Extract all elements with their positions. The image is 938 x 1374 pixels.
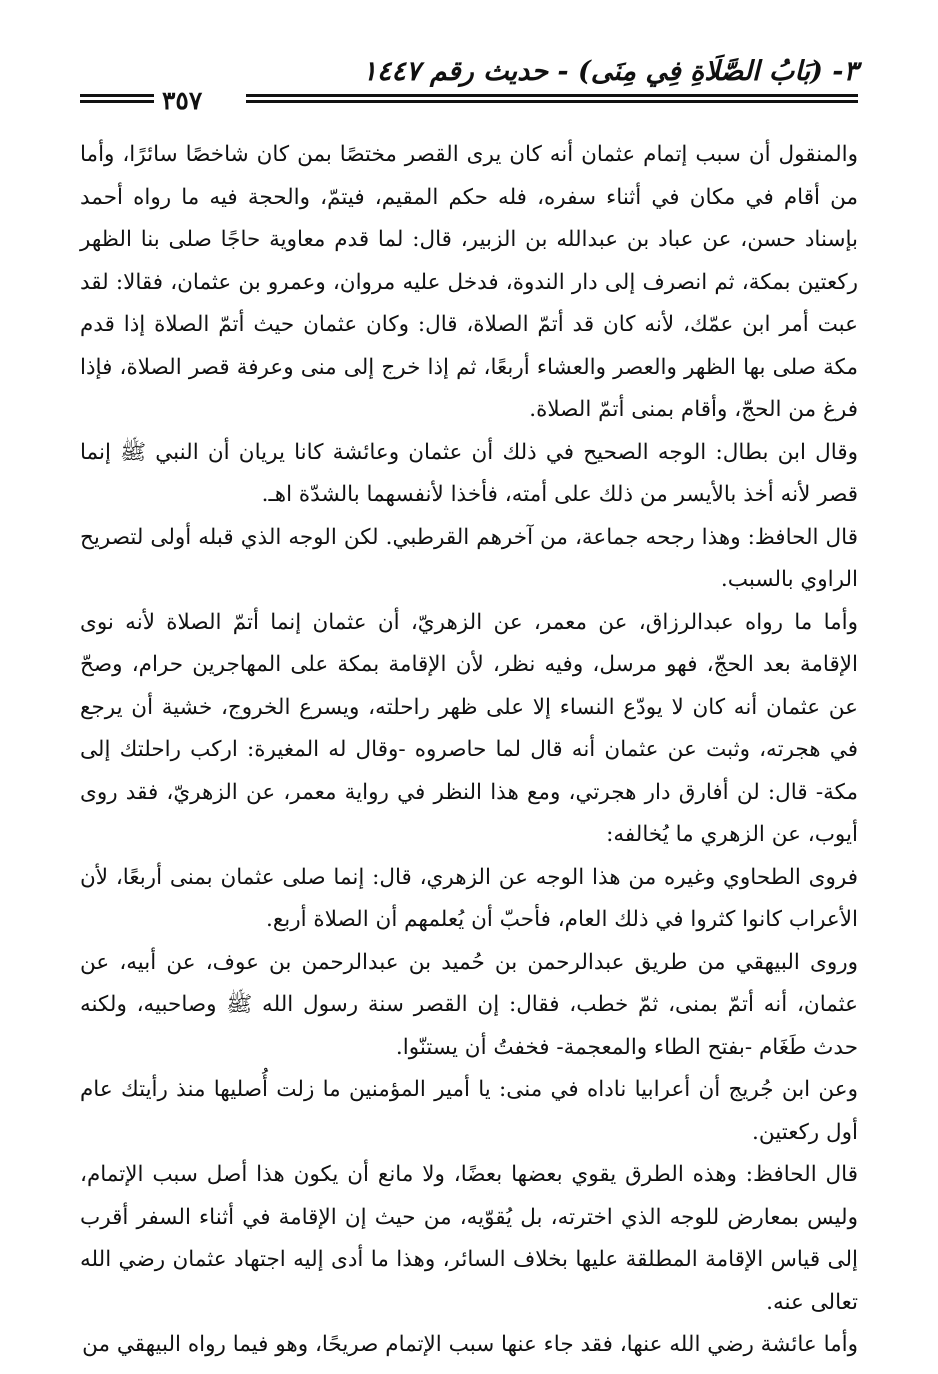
paragraph: وعن ابن جُريج أن أعرابيا ناداه في منى: يا أمير المؤمنين ما زلت أُصليها منذ رأيتك عام أول ركعتين. [80,1077,858,1145]
header-rule-group [80,86,858,115]
paragraph: وروى البيهقي من طريق عبدالرحمن بن حُميد بن عبدالرحمن بن عوف، عن أبيه، عن عثمان، أنه أتمّ بمنى، ثمّ خطب، فقال: إن القصر سنة رسول الله ﷺ وصاحبيه، ولكنه حدث طَغَام -بفتح الطاء والمعجمة- فخفتُ أن يستنّوا. [80,949,858,1060]
page-number: ٣٥٧ [162,86,203,115]
paragraph: وقال ابن بطال: الوجه الصحيح في ذلك أن عثمان وعائشة كانا يريان أن النبي ﷺ إنما قصر لأنه أخذ بالأيسر من ذلك على أمته، فأخذا لأنفسهما بالشدّة اهـ. [80,439,858,507]
paragraph: وأما ما رواه عبدالرزاق، عن معمر، عن الزهريّ، أن عثمان إنما أتمّ الصلاة لأنه نوى الإقامة بعد الحجّ، فهو مرسل، وفيه نظر، لأن الإقامة بمكة على المهاجرين حرام، وصحّ عن عثمان أنه كان لا يودّع النساء إلا على ظهر راحلته، ويسرع الخروج، خشية أن يرجع في هجرته، وثبت عن عثمان أنه قال لما حاصروه -وقال له المغيرة: اركب راحلتك إلى مكة- قال: لن أفارق دار هجرتي، ومع هذا النظر في رواية معمر، عن الزهريّ، فقد روى أيوب، عن الزهري ما يُخالفه: [80,609,858,847]
running-header [80,48,858,115]
header-double-rule [246,94,858,106]
paragraph: وأما عائشة رضي الله عنها، فقد جاء عنها سبب الإتمام صريحًا، وهو فيما رواه البيهقي من [82,1332,858,1357]
paragraph: والمنقول أن سبب إتمام عثمان أنه كان يرى القصر مختصًا بمن كان شاخصًا سائرًا، وأما من أقام في مكان في أثناء سفره، فله حكم المقيم، فيتمّ، والحجة فيه ما رواه أحمد بإسناد حسن، عن عباد بن عبدالله بن الزبير، قال: لما قدم معاوية حاجًا صلى بنا الظهر ركعتين بمكة، ثم انصرف إلى دار الندوة، فدخل عليه مروان، وعمرو بن عثمان، فقالا: لقد عبت أمر ابن عمّك، لأنه كان قد أتمّ الصلاة، قال: وكان عثمان حيث أتمّ الصلاة إذا قدم مكة صلى بها الظهر والعصر والعشاء أربعًا، ثم إذا خرج إلى منى وعرفة قصر الصلاة، فإذا فرغ من الحجّ، وأقام بمنى أتمّ الصلاة. [80,142,858,422]
paragraph: قال الحافظ: وهذه الطرق يقوي بعضها بعضًا، ولا مانع أن يكون هذا أصل سبب الإتمام، وليس بمعارض للوجه الذي اخترته، بل يُقوّيه، من حيث إن الإقامة في أثناء السفر أقرب إلى قياس الإقامة المطلقة عليها بخلاف السائر، وهذا ما أدى إليه اجتهاد عثمان رضي الله تعالى عنه. [80,1162,858,1315]
body-text [80,134,858,1367]
paragraph: قال الحافظ: وهذا رجحه جماعة، من آخرهم القرطبي. لكن الوجه الذي قبله أولى لتصريح الراوي بالسبب. [80,524,858,592]
header-double-rule-short [80,94,154,106]
paragraph: فروى الطحاوي وغيره من هذا الوجه عن الزهري، قال: إنما صلى عثمان بمنى أربعًا، لأن الأعراب كانوا كثروا في ذلك العام، فأحبّ أن يُعلمهم أن الصلاة أربع. [80,864,858,932]
chapter-heading: ٣- (بَابُ الصَّلَاةِ فِي مِنَى) - حديث رقم ١٤٤٧ [362,56,858,87]
